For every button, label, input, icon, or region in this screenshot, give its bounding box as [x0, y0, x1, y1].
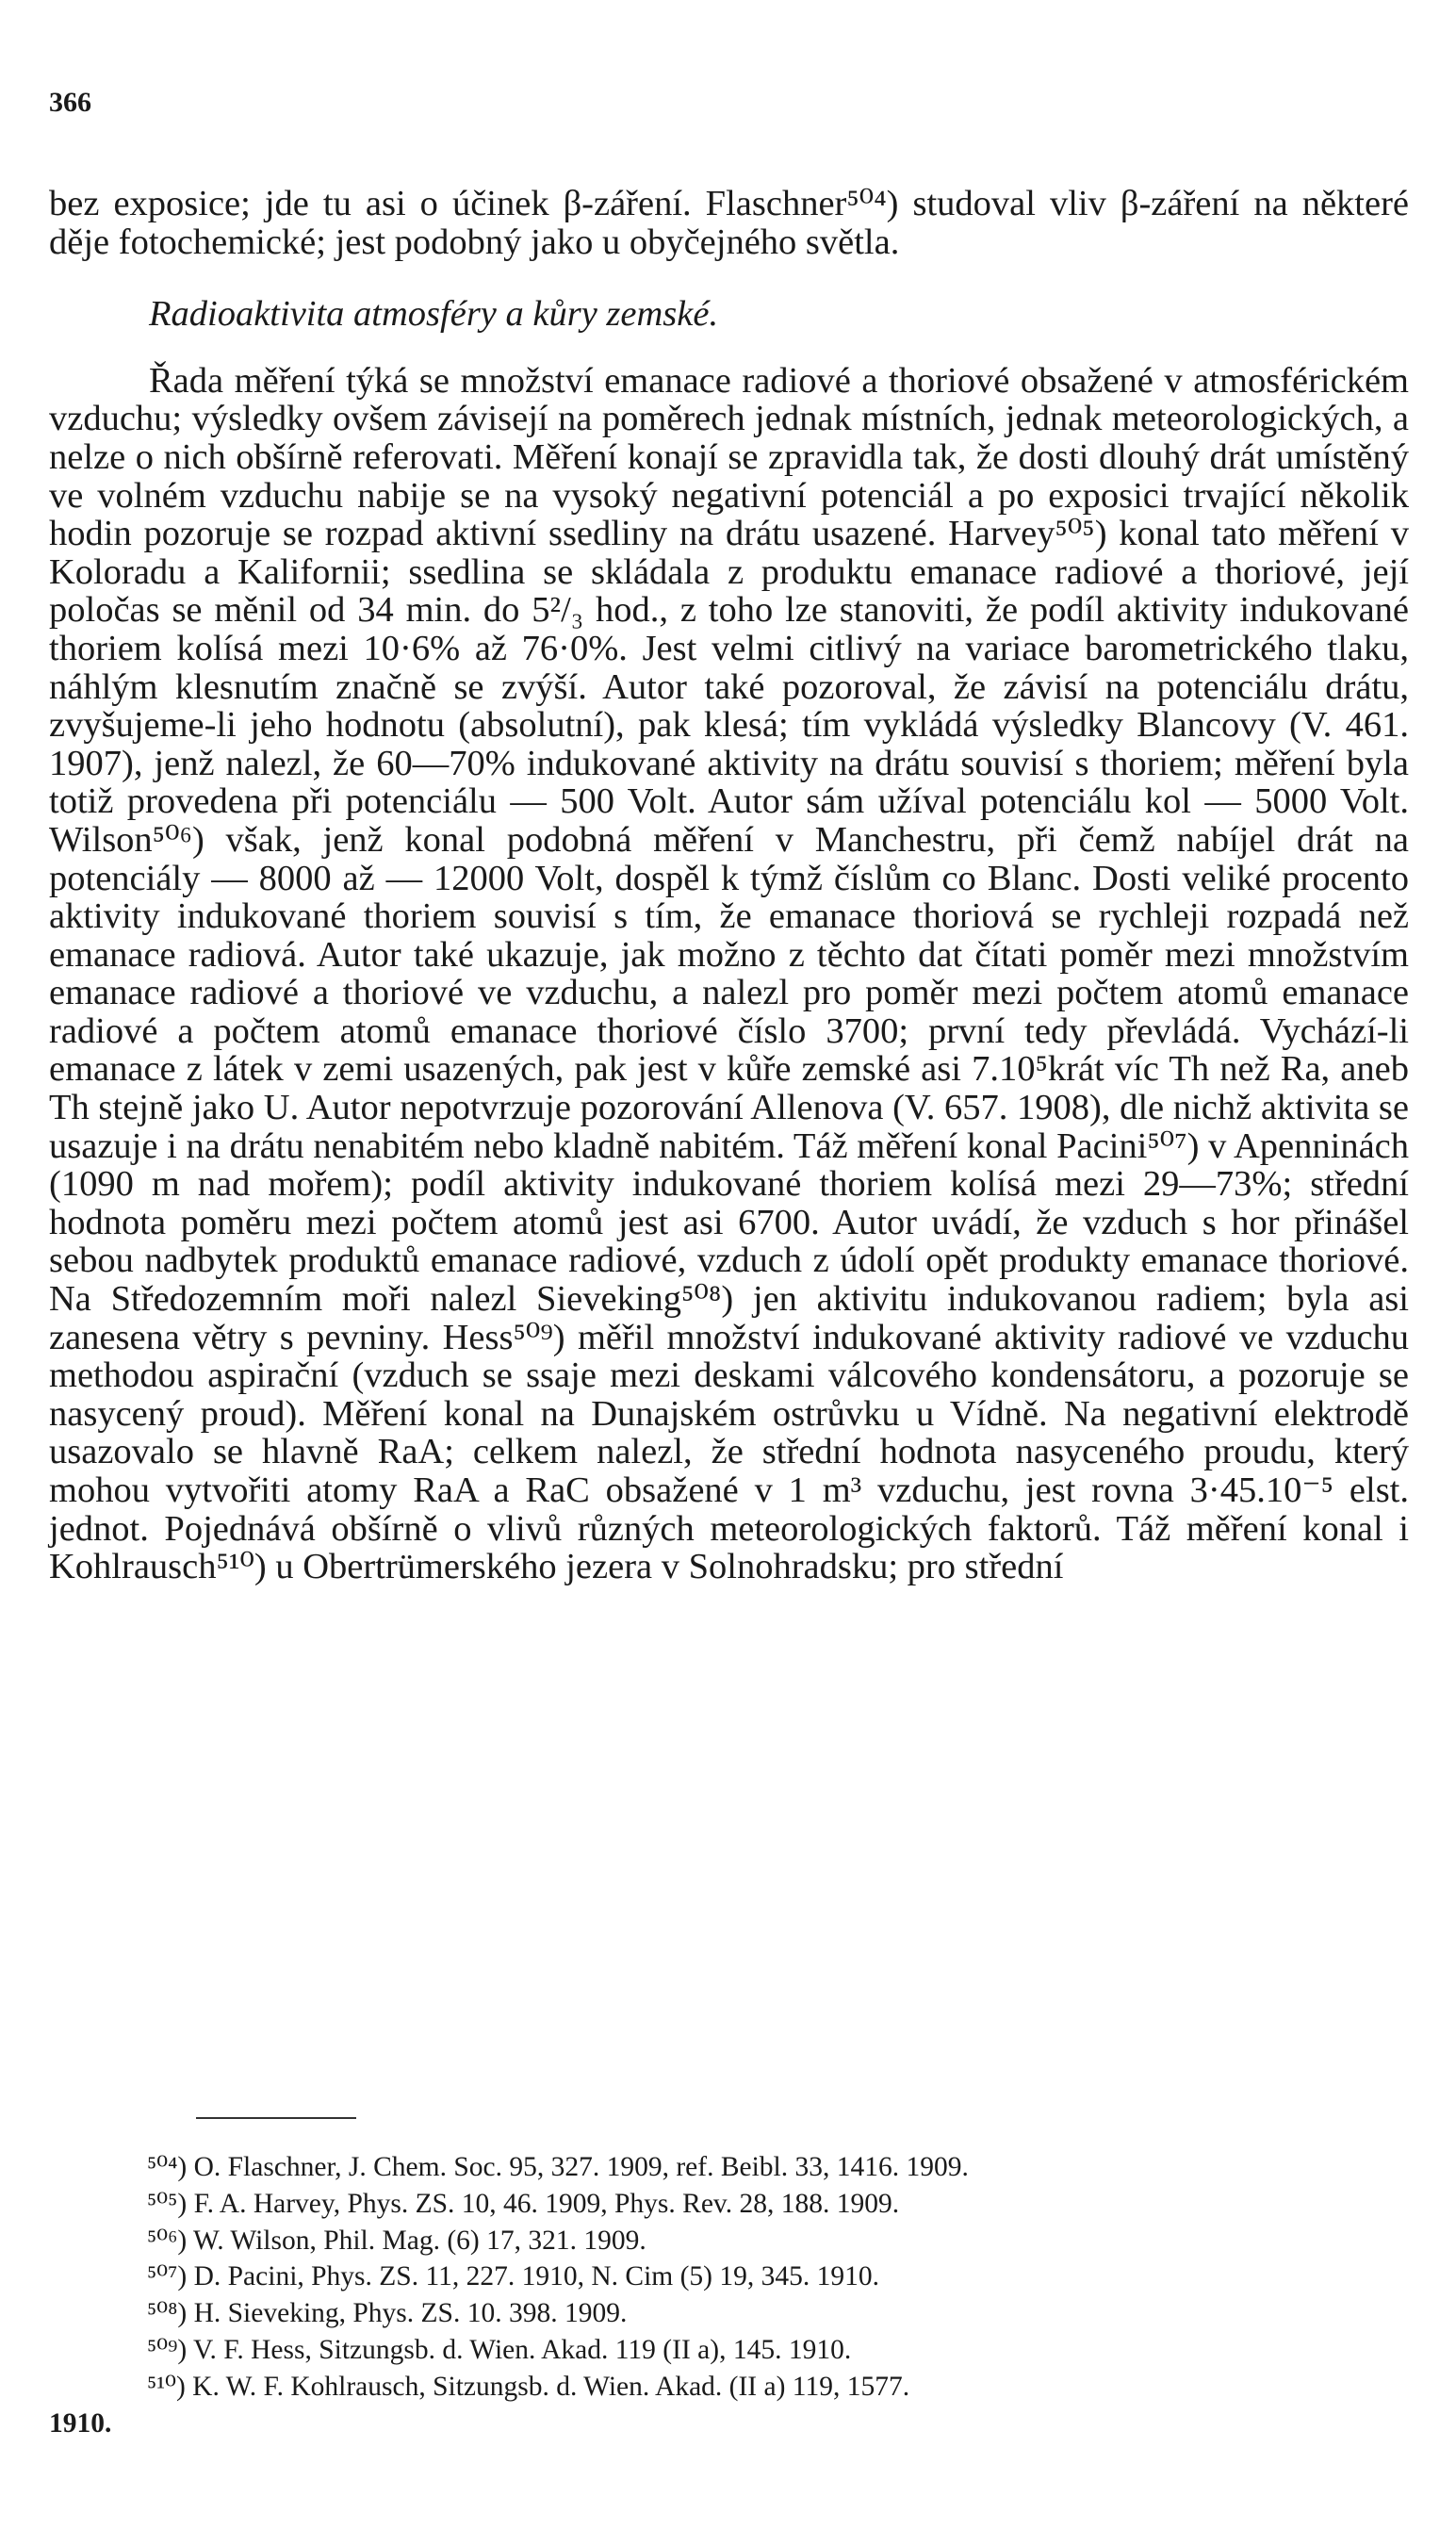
footnote-507: ⁵⁰⁷) D. Pacini, Phys. ZS. 11, 227. 1910, N. Cim (5) 19, 345. 1910. [147, 2261, 879, 2292]
paragraph-intro: bez exposice; jde tu asi o účinek β-záření. Flaschner⁵⁰⁴) studoval vliv β-záření na některé děje fotochemické; jest podobný jako u obyčejného světla. [49, 184, 1409, 262]
footnote-510-continuation: 1910. [49, 2407, 112, 2439]
paragraph-main: Řada měření týká se množství emanace radiové a thoriové obsažené v atmosférickém vzduchu; výsledky ovšem závisejí na poměrech jednak místních, jednak meteorologických, a nelze o nich obšírně referovati. Měření konají se zpravidla tak, že dosti dlouhý drát umístěný ve volném vzduchu nabije se na vysoký negativní potenciál a po exposici trvající několik hodin pozoruje se rozpad aktivní ssedliny na drátu usazené. Harvey⁵⁰⁵) konal tato měření v Koloradu a Kalifornii; ssedlina se skládala z produktu emanace radiové a thoriové, její poločas se měnil od 34 min. do 5²/₃ hod., z toho lze stanoviti, že podíl aktivity indukované thoriem kolísá mezi 10·6% až 76·0%. Jest velmi citlivý na variace barometrického tlaku, náhlým klesnutím značně se zvýší. Autor také pozoroval, že závisí na potenciálu drátu, zvyšujeme-li jeho hodnotu (absolutní), pak klesá; tím vykládá výsledky Blancovy (V. 461. 1907), jenž nalezl, že 60—70% indukované aktivity na drátu souvisí s thoriem; měření byla totiž provedena při potenciálu — 500 Volt. Autor sám užíval potenciálu kol — 5000 Volt. Wilson⁵⁰⁶) však, jenž konal podobná měření v Manchestru, při čemž nabíjel drát na potenciály — 8000 až — 12000 Volt, dospěl k týmž číslům co Blanc. Dosti veliké procento aktivity indukované thoriem souvisí s tím, že emanace thoriová se rychleji rozpadá než emanace radiová. Autor také ukazuje, jak možno z těchto dat čítati poměr mezi množstvím emanace radiové a thoriové ve vzduchu, a nalezl pro poměr mezi počtem atomů emanace radiové a počtem atomů emanace thoriové číslo 3700; první tedy převládá. Vychází-li emanace z látek v zemi usazených, pak jest v kůře zemské asi 7.10⁵krát víc Th než Ra, aneb Th stejně jako U. Autor nepotvrzuje pozorování Allenova (V. 657. 1908), dle nichž aktivita se usazuje i na drátu nenabitém nebo kladně nabitém. Táž měření konal Pacini⁵⁰⁷) v Apenninách (1090 m nad mořem); podíl aktivity indukované thoriem kolísá mezi 29—73%; střední hodnota poměru mezi počtem atomů jest asi 6700. Autor uvádí, že vzduch s hor přinášel sebou nadbytek produktů emanace radiové, vzduch z údolí opět produkty emanace thoriové. Na Středozemním moři nalezl Sieveking⁵⁰⁸) jen aktivitu indukovanou radiem; byla asi zanesena větry s pevniny. Hess⁵⁰⁹) měřil množství indukované aktivity radiové ve vzduchu methodou aspirační (vzduch se ssaje mezi deskami válcového kondensátoru, a pozoruje se nasycený proud). Měření konal na Dunajském ostrůvku u Vídně. Na negativní elektrodě usazovalo se hlavně RaA; celkem nalezl, že střední hodnota nasyceného proudu, který mohou vytvořiti atomy RaA a RaC obsažené v 1 m³ vzduchu, jest rovna 3·45.10⁻⁵ elst. jednot. Pojednává obšírně o vlivů různých meteorologických faktorů. Táž měření konal i Kohlrausch⁵¹⁰) u Obertrümerského jezera v Solnohradsku; pro střední [49, 360, 1409, 1587]
body-text [49, 185, 1409, 1586]
footnote-505: ⁵⁰⁵) F. A. Harvey, Phys. ZS. 10, 46. 1909, Phys. Rev. 28, 188. 1909. [147, 2188, 900, 2219]
footnote-510: ⁵¹⁰) K. W. F. Kohlrausch, Sitzungsb. d. Wien. Akad. (II a) 119, 1577. [147, 2371, 910, 2402]
footnote-508: ⁵⁰⁸) H. Sieveking, Phys. ZS. 10. 398. 1909. [147, 2298, 628, 2329]
footnotes [49, 2149, 1409, 2441]
page-number: 366 [49, 87, 91, 118]
section-heading: Radioaktivita atmosféry a kůry zemské. [149, 294, 719, 335]
footnote-504: ⁵⁰⁴) O. Flaschner, J. Chem. Soc. 95, 327. 1909, ref. Beibl. 33, 1416. 1909. [147, 2152, 969, 2182]
footnote-506: ⁵⁰⁶) W. Wilson, Phil. Mag. (6) 17, 321. 1909. [147, 2225, 646, 2256]
footnote-divider [196, 2117, 356, 2119]
footnote-509: ⁵⁰⁹) V. F. Hess, Sitzungsb. d. Wien. Akad. 119 (II a), 145. 1910. [147, 2334, 852, 2365]
